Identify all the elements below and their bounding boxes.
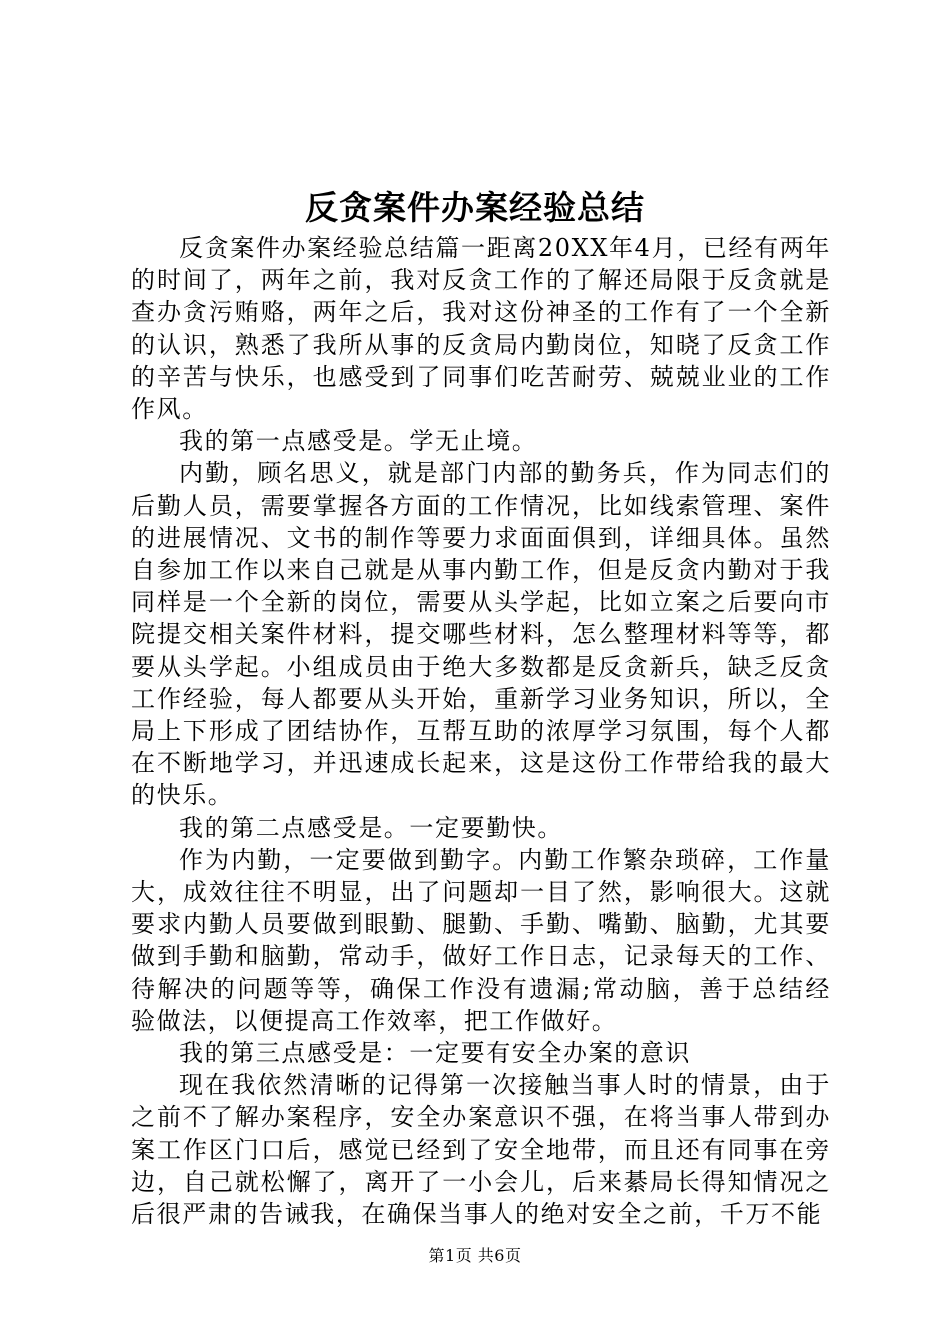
paragraph-second-point-heading: 我的第二点感受是。一定要勤快。: [179, 813, 563, 842]
paragraph-first-point-heading: 我的第一点感受是。学无止境。: [179, 427, 538, 456]
document-body: [131, 232, 831, 1230]
page-number-footer: 第1页 共6页: [428, 1246, 522, 1265]
paragraph-second-point-body: 作为内勤，一定要做到勤字。内勤工作繁杂琐碎，工作量大，成效往往不明显，出了问题却一目了然，影响很大。这就要求内勤人员要做到眼勤、腿勤、手勤、嘴勤、脑勤，尤其要做到手勤和脑勤，常动手，做好工作日志，记录每天的工作、待解决的问题等等，确保工作没有遗漏;常动脑，善于总结经验做法，以便提高工作效率，把工作做好。: [131, 845, 831, 1035]
paragraph-intro: 反贪案件办案经验总结篇一距离20XX年4月，已经有两年的时间了，两年之前，我对反贪工作的了解还局限于反贪就是查办贪污贿赂，两年之后，我对这份神圣的工作有了一个全新的认识，熟悉了我所从事的反贪局内勤岗位，知晓了反贪工作的辛苦与快乐，也感受到了同事们吃苦耐劳、兢兢业业的工作作风。: [131, 234, 831, 424]
paragraph-first-point-body: 内勤，顾名思义，就是部门内部的勤务兵，作为同志们的后勤人员，需要掌握各方面的工作情况，比如线索管理、案件的进展情况、文书的制作等要力求面面俱到，详细具体。虽然自参加工作以来自己就是从事内勤工作，但是反贪内勤对于我同样是一个全新的岗位，需要从头学起，比如立案之后要向市院提交相关案件材料，提交哪些材料，怎么整理材料等等，都要从头学起。小组成员由于绝大多数都是反贪新兵，缺乏反贪工作经验，每人都要从头开始，重新学习业务知识，所以，全局上下形成了团结协作，互帮互助的浓厚学习氛围，每个人都在不断地学习，并迅速成长起来，这是这份工作带给我的最大的快乐。: [131, 459, 831, 810]
paragraph-third-point-body: 现在我依然清晰的记得第一次接触当事人时的情景，由于之前不了解办案程序，安全办案意识不强，在将当事人带到办案工作区门口后，感觉已经到了安全地带，而且还有同事在旁边，自己就松懈了，离开了一小会儿，后来綦局长得知情况之后很严肃的告诫我，在确保当事人的绝对安全之前，千万不能: [131, 1071, 831, 1229]
paragraph-third-point-heading: 我的第三点感受是：一定要有安全办案的意识: [179, 1039, 691, 1068]
document-title: 反贪案件办案经验总结: [305, 188, 645, 227]
